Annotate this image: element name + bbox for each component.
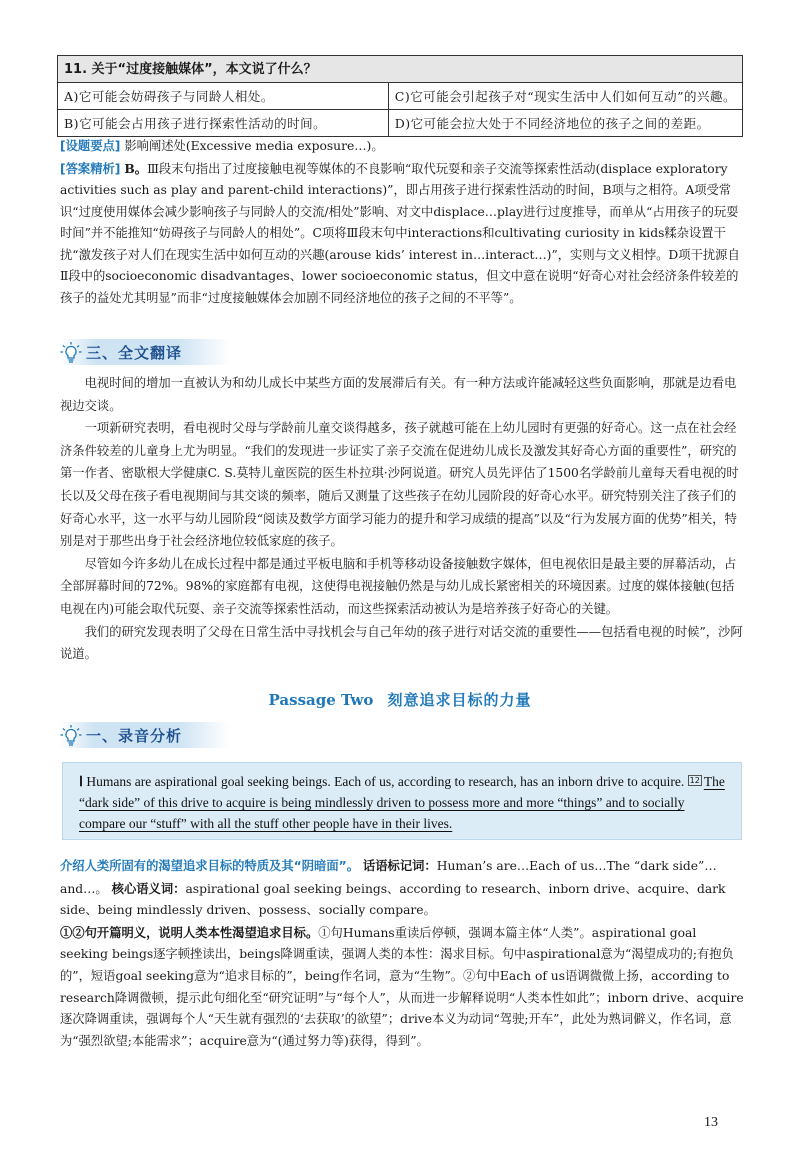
option-a: A)它可能会妨碍孩子与同龄人相处。: [58, 83, 389, 110]
markers-label: 话语标记词：: [362, 858, 437, 873]
analysis-detail: [60, 922, 744, 1053]
question-point: [60, 136, 744, 158]
lightbulb-icon: [60, 724, 82, 746]
section-title: 一、录音分析: [86, 726, 183, 745]
section-header-translation: [60, 339, 230, 365]
option-b: B)它可能会占用孩子进行探索性活动的时间。: [58, 110, 389, 137]
option-c: C)它可能会引起孩子对“现实生活中人们如何互动”的兴趣。: [388, 83, 742, 110]
question-table: [57, 55, 743, 137]
translation-paragraph: 我们的研究发现表明了父母在日常生活中寻找机会与自己年幼的孩子进行对话交流的重要性——包括看电视的时候”，沙阿说道。: [60, 624, 743, 662]
detail-text: ①句Humans重读后停顿，强调本篇主体“人类”。aspirational goal seeking beings逐字顿挫读出，beings降调重读，强调人类的本性：渴求目标。句中aspirational意为“渴望成功的;有抱负的”，短语goal seeking意为“追求目标的”，being作名词，意为“生物”。②句中Each of us语调微微上扬，according to research降调微顿，提示此句细化至“研究证明”与“每个人”，从而进一步解释说明“人类本性如此”；inborn drive、acquire逐次降调重读，强调每个人“天生就有强烈的‘去获取’的欲望”；drive本义为动词“驾驶;开车”，此处为熟词僻义，作名词，意为“强烈欲望;本能需求”；acquire意为“(通过努力等)获得，得到”。: [60, 925, 744, 1048]
answer-text: Ⅲ段末句指出了过度接触电视等媒体的不良影响“取代玩耍和亲子交流等探索性活动(displace exploratory activities such as play and parent-child interactions)”，即占用孩子进行探索性活动的时间，B项与之相符。A项受常识“过度使用媒体会减少影响孩子与同龄人的交流/相处”影响、对文中displace…play进行过度推导，而单从“占用孩子的玩耍时间”并不能推知“妨碍孩子与同龄人的相处”。C项将Ⅲ段末句中interactions和cultivating curiosity in kids糅杂设置干扰“激发孩子对人们在现实生活中如何互动的兴趣(arouse kids’ interest in…interact…)”，实则与文义相悖。D项干扰源自Ⅱ段中的socioeconomic disadvantages、lower socioeconomic status，但文中意在说明“好奇心对社会经济条件较差的孩子的益处尤其明显”而非“过度接触媒体会加剧不同经济地位的孩子之间的不平等”。: [60, 161, 740, 305]
passage-title-cn: 刻意追求目标的力量: [387, 691, 532, 709]
translation-body: [60, 372, 744, 666]
passage-excerpt-box: [62, 762, 742, 840]
answer-section: [60, 136, 744, 309]
point-tag: [设题要点]: [60, 139, 121, 153]
passage-sentence: Humans are aspirational goal seeking beings. Each of us, according to research, has an inborn drive to acquire.: [86, 774, 685, 789]
sentence-marker: 12: [689, 776, 700, 785]
analysis-summary: [60, 855, 744, 922]
translation-paragraph: 电视时间的增加一直被认为和幼儿成长中某些方面的发展滞后有关。有一种方法或许能减轻这些负面影响，那就是边看电视边交谈。: [60, 376, 737, 413]
option-d: D)它可能会拉大处于不同经济地位的孩子之间的差距。: [388, 110, 742, 137]
translation-paragraph: 尽管如今许多幼儿在成长过程中都是通过平板电脑和手机等移动设备接触数字媒体，但电视依旧是最主要的屏幕活动，占全部屏幕时间的72%。98%的家庭都有电视，这使得电视接触仍然是与幼儿成长紧密相关的环境因素。过度的媒体接触(包括电视在内)可能会取代玩耍、亲子交流等探索性活动，而这些探索活动被认为是培养孩子好奇心的关键。: [60, 556, 737, 616]
answer-letter: B。: [124, 160, 148, 176]
analysis-lead: 介绍人类所固有的渴望追求目标的特质及其“阴暗面”。: [60, 859, 359, 873]
section-title: 三、全文翻译: [86, 343, 183, 362]
question-head: 11. 关于“过度接触媒体”，本文说了什么？: [58, 56, 743, 83]
detail-lead: ①②句开篇明义，说明人类本性渴望追求目标。: [60, 924, 319, 940]
core-text: aspirational goal seeking beings、according to research、inborn drive、acquire、dark side、being mindlessly driven、possess、socially compare。: [60, 881, 726, 918]
translation-paragraph: 一项新研究表明，看电视时父母与学龄前儿童交谈得越多，孩子就越可能在上幼儿园时有更强的好奇心。这一点在社会经济条件较差的儿童身上尤为明显。“我们的发现进一步证实了亲子交流在促进幼儿成长及激发其好奇心方面的重要性”，研究的第一作者、密歇根大学健康C. S.莫特儿童医院的医生朴拉琪·沙阿说道。研究人员先评估了1500名学龄前儿童每天看电视的时长以及父母在孩子看电视期间与其交谈的频率，随后又测量了这些孩子在幼儿园阶段的好奇心水平。研究特别关注了孩子们的好奇心水平，这一水平与幼儿园阶段“阅读及数学方面学习能力的提升和学习成绩的提高”以及“行为发展方面的优势”相关，特别是对于那些出身于社会经济地位较低家庭的孩子。: [60, 421, 739, 549]
lightbulb-icon: [60, 341, 82, 363]
passage-title-en: Passage Two: [268, 691, 374, 709]
section-header-audio-analysis: [60, 722, 230, 748]
core-label: 核心语义词：: [111, 880, 186, 896]
answer-analysis: [60, 158, 744, 310]
markers-text: Human’s are…Each of us…The “dark side”… and…。: [60, 859, 717, 896]
page-number: 13: [704, 1115, 718, 1130]
point-text: 影响阐述处(Excessive media exposure…)。: [124, 139, 384, 153]
paragraph-number: Ⅰ: [79, 774, 83, 789]
underlined-sentence: The “dark side” of this drive to acquire is being mindlessly driven to possess more and more “things” and to socially compare our “stuff” with all the stuff other people have in their lives.: [79, 774, 725, 831]
passage-title: [0, 689, 800, 710]
answer-tag: [答案精析]: [60, 161, 121, 176]
audio-analysis-body: [60, 855, 744, 1052]
